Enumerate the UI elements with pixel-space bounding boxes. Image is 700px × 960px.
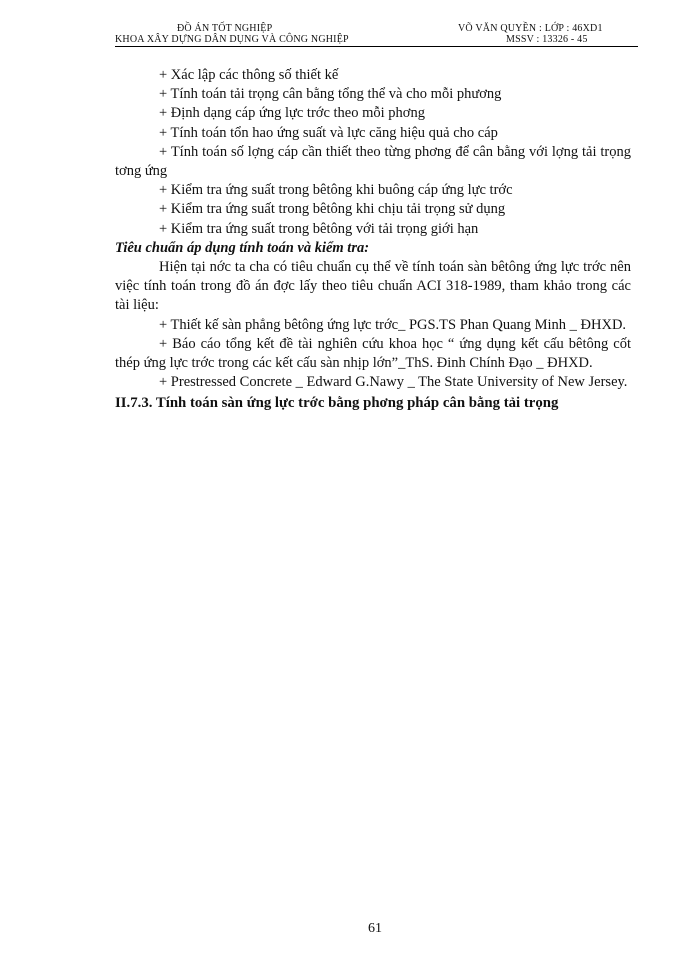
reference-item: + Thiết kế sàn phẳng bêtông ứng lực trớc_ PGS.TS Phan Quang Minh _ ĐHXD.	[159, 316, 627, 333]
header-project-title: ĐỒ ÁN TỐT NGHIỆP	[177, 23, 273, 34]
standards-title: Tiêu chuẩn áp dụng tính toán và kiểm tra:	[115, 239, 370, 256]
header-right	[458, 23, 603, 45]
bullet-item: + Kiểm tra ứng suất trong bêtông với tải trọng giới hạn	[159, 220, 479, 237]
bullet-item: + Kiểm tra ứng suất trong bêtông khi buông cáp ứng lực trớc	[159, 182, 513, 199]
page-number: 61	[368, 921, 382, 936]
section-heading: II.7.3. Tính toán sàn ứng lực trớc bằng phơng pháp cân bằng tải trọng	[115, 395, 559, 412]
bullet-item: + Tính toán tải trọng cân bằng tổng thể và cho mỗi phương	[159, 86, 502, 103]
reference-item: + Prestressed Concrete _ Edward G.Nawy _ The State University of New Jersey.	[159, 374, 628, 391]
header-left	[115, 23, 349, 45]
bullet-item: + Tính toán tổn hao ứng suất và lực căng hiệu quả cho cáp	[159, 124, 498, 141]
header-faculty: KHOA XÂY DỰNG DÂN DỤNG VÀ CÔNG NGHIỆP	[115, 34, 349, 45]
bullet-item: + Định dạng cáp ứng lực trớc theo mỗi phơng	[159, 105, 425, 122]
bullet-item: + Xác lập các thông số thiết kế	[159, 67, 339, 83]
page-body	[115, 66, 631, 414]
header-student-id: MSSV : 13326 - 45	[506, 34, 588, 45]
intro-paragraph: Hiện tại nớc ta cha có tiêu chuẩn cụ thể về tính toán sàn bêtông ứng lực trớc nên việc tính toán trong đồ án đợc lấy theo tiêu chuẩn ACI 318-1989, tham khảo trong các tài liệu:	[115, 259, 631, 314]
header-divider	[115, 46, 638, 47]
reference-item: + Báo cáo tổng kết đề tài nghiên cứu khoa học “ ứng dụng kết cấu bêtông cốt thép ứng lực trớc trong các kết cấu sàn nhịp lớn”_ThS. Đinh Chính Đạo _ ĐHXD.	[115, 335, 631, 372]
bullet-item: + Tính toán số lợng cáp cần thiết theo từng phơng để cân bằng với lợng tải trọng tơng ứng	[115, 143, 631, 180]
header-student: VÕ VĂN QUYỀN : LỚP : 46XD1	[458, 23, 603, 34]
bullet-item: + Kiểm tra ứng suất trong bêtông khi chịu tải trọng sử dụng	[159, 201, 506, 218]
